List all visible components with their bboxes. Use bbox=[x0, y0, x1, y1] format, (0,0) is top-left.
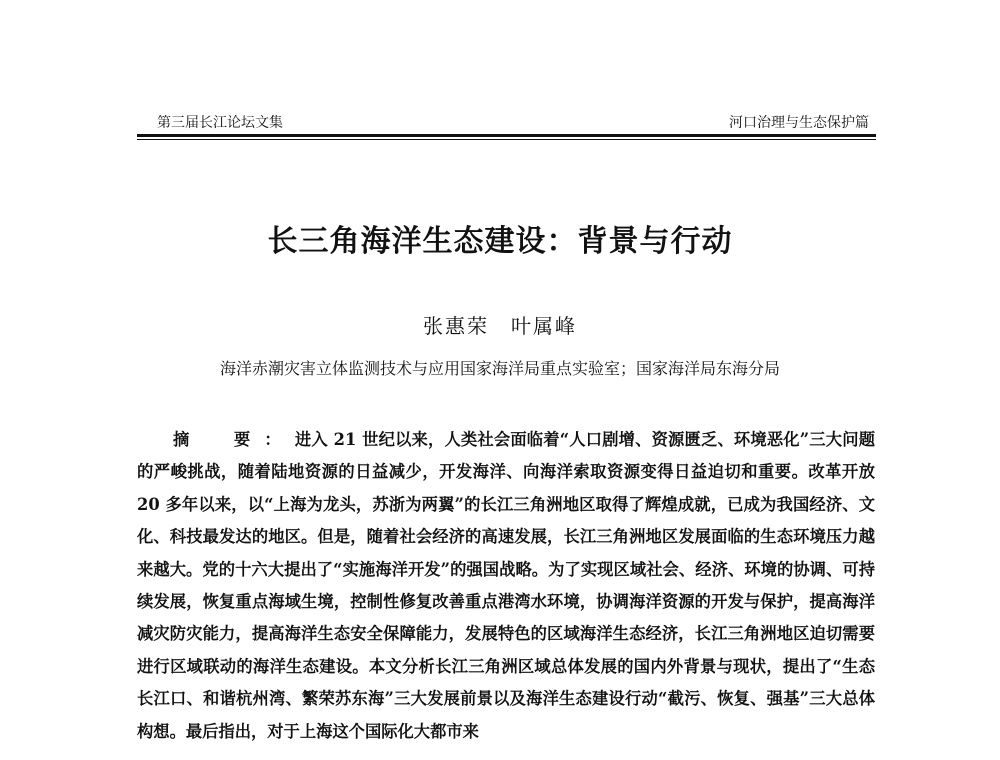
abstract-paragraph bbox=[137, 424, 875, 748]
header-section-title: 河口治理与生态保护篇 bbox=[729, 115, 869, 131]
header-rule-thick bbox=[137, 134, 876, 137]
paper-title: 长三角海洋生态建设：背景与行动 bbox=[267, 224, 733, 259]
paper-affiliation: 海洋赤潮灾害立体监测技术与应用国家海洋局重点实验室；国家海洋局东海分局 bbox=[219, 359, 780, 378]
header-book-title: 第三届长江论坛文集 bbox=[157, 115, 283, 131]
header-rule-thin bbox=[137, 139, 876, 140]
paper-authors: 张惠荣 叶属峰 bbox=[423, 314, 577, 338]
abstract-text: 进入 21 世纪以来，人类社会面临着“人口剧增、资源匮乏、环境恶化”三大问题的严峻挑战，随着陆地资源的日益减少，开发海洋、向海洋索取资源变得日益迫切和重要。改革开放 20 多年以来，以“上海为龙头，苏浙为两翼”的长江三角洲地区取得了辉煌成就，已成为我国经济、文化、科技最发达的地区。但是，随着社会经济的高速发展，长江三角洲地区发展面临的生态环境压力越来越大。党的十六大提出了“实施海洋开发”的强国战略。为了实现区域社会、经济、环境的协调、可持续发展，恢复重点海域生境，控制性修复改善重点港湾水环境，协调海洋资源的开发与保护，提高海洋减灾防灾能力，提高海洋生态安全保障能力，发展特色的区域海洋生态经济，长江三角洲地区迫切需要进行区域联动的海洋生态建设。本文分析长江三角洲区域总体发展的国内外背景与现状，提出了“生态长江口、和谐杭州湾、繁荣苏东海”三大发展前景以及海洋生态建设行动“截污、恢复、强基”三大总体构想。最后指出，对于上海这个国际化大都市来 bbox=[137, 430, 875, 741]
abstract-label: 摘 要： bbox=[173, 430, 295, 449]
running-header bbox=[157, 112, 869, 134]
